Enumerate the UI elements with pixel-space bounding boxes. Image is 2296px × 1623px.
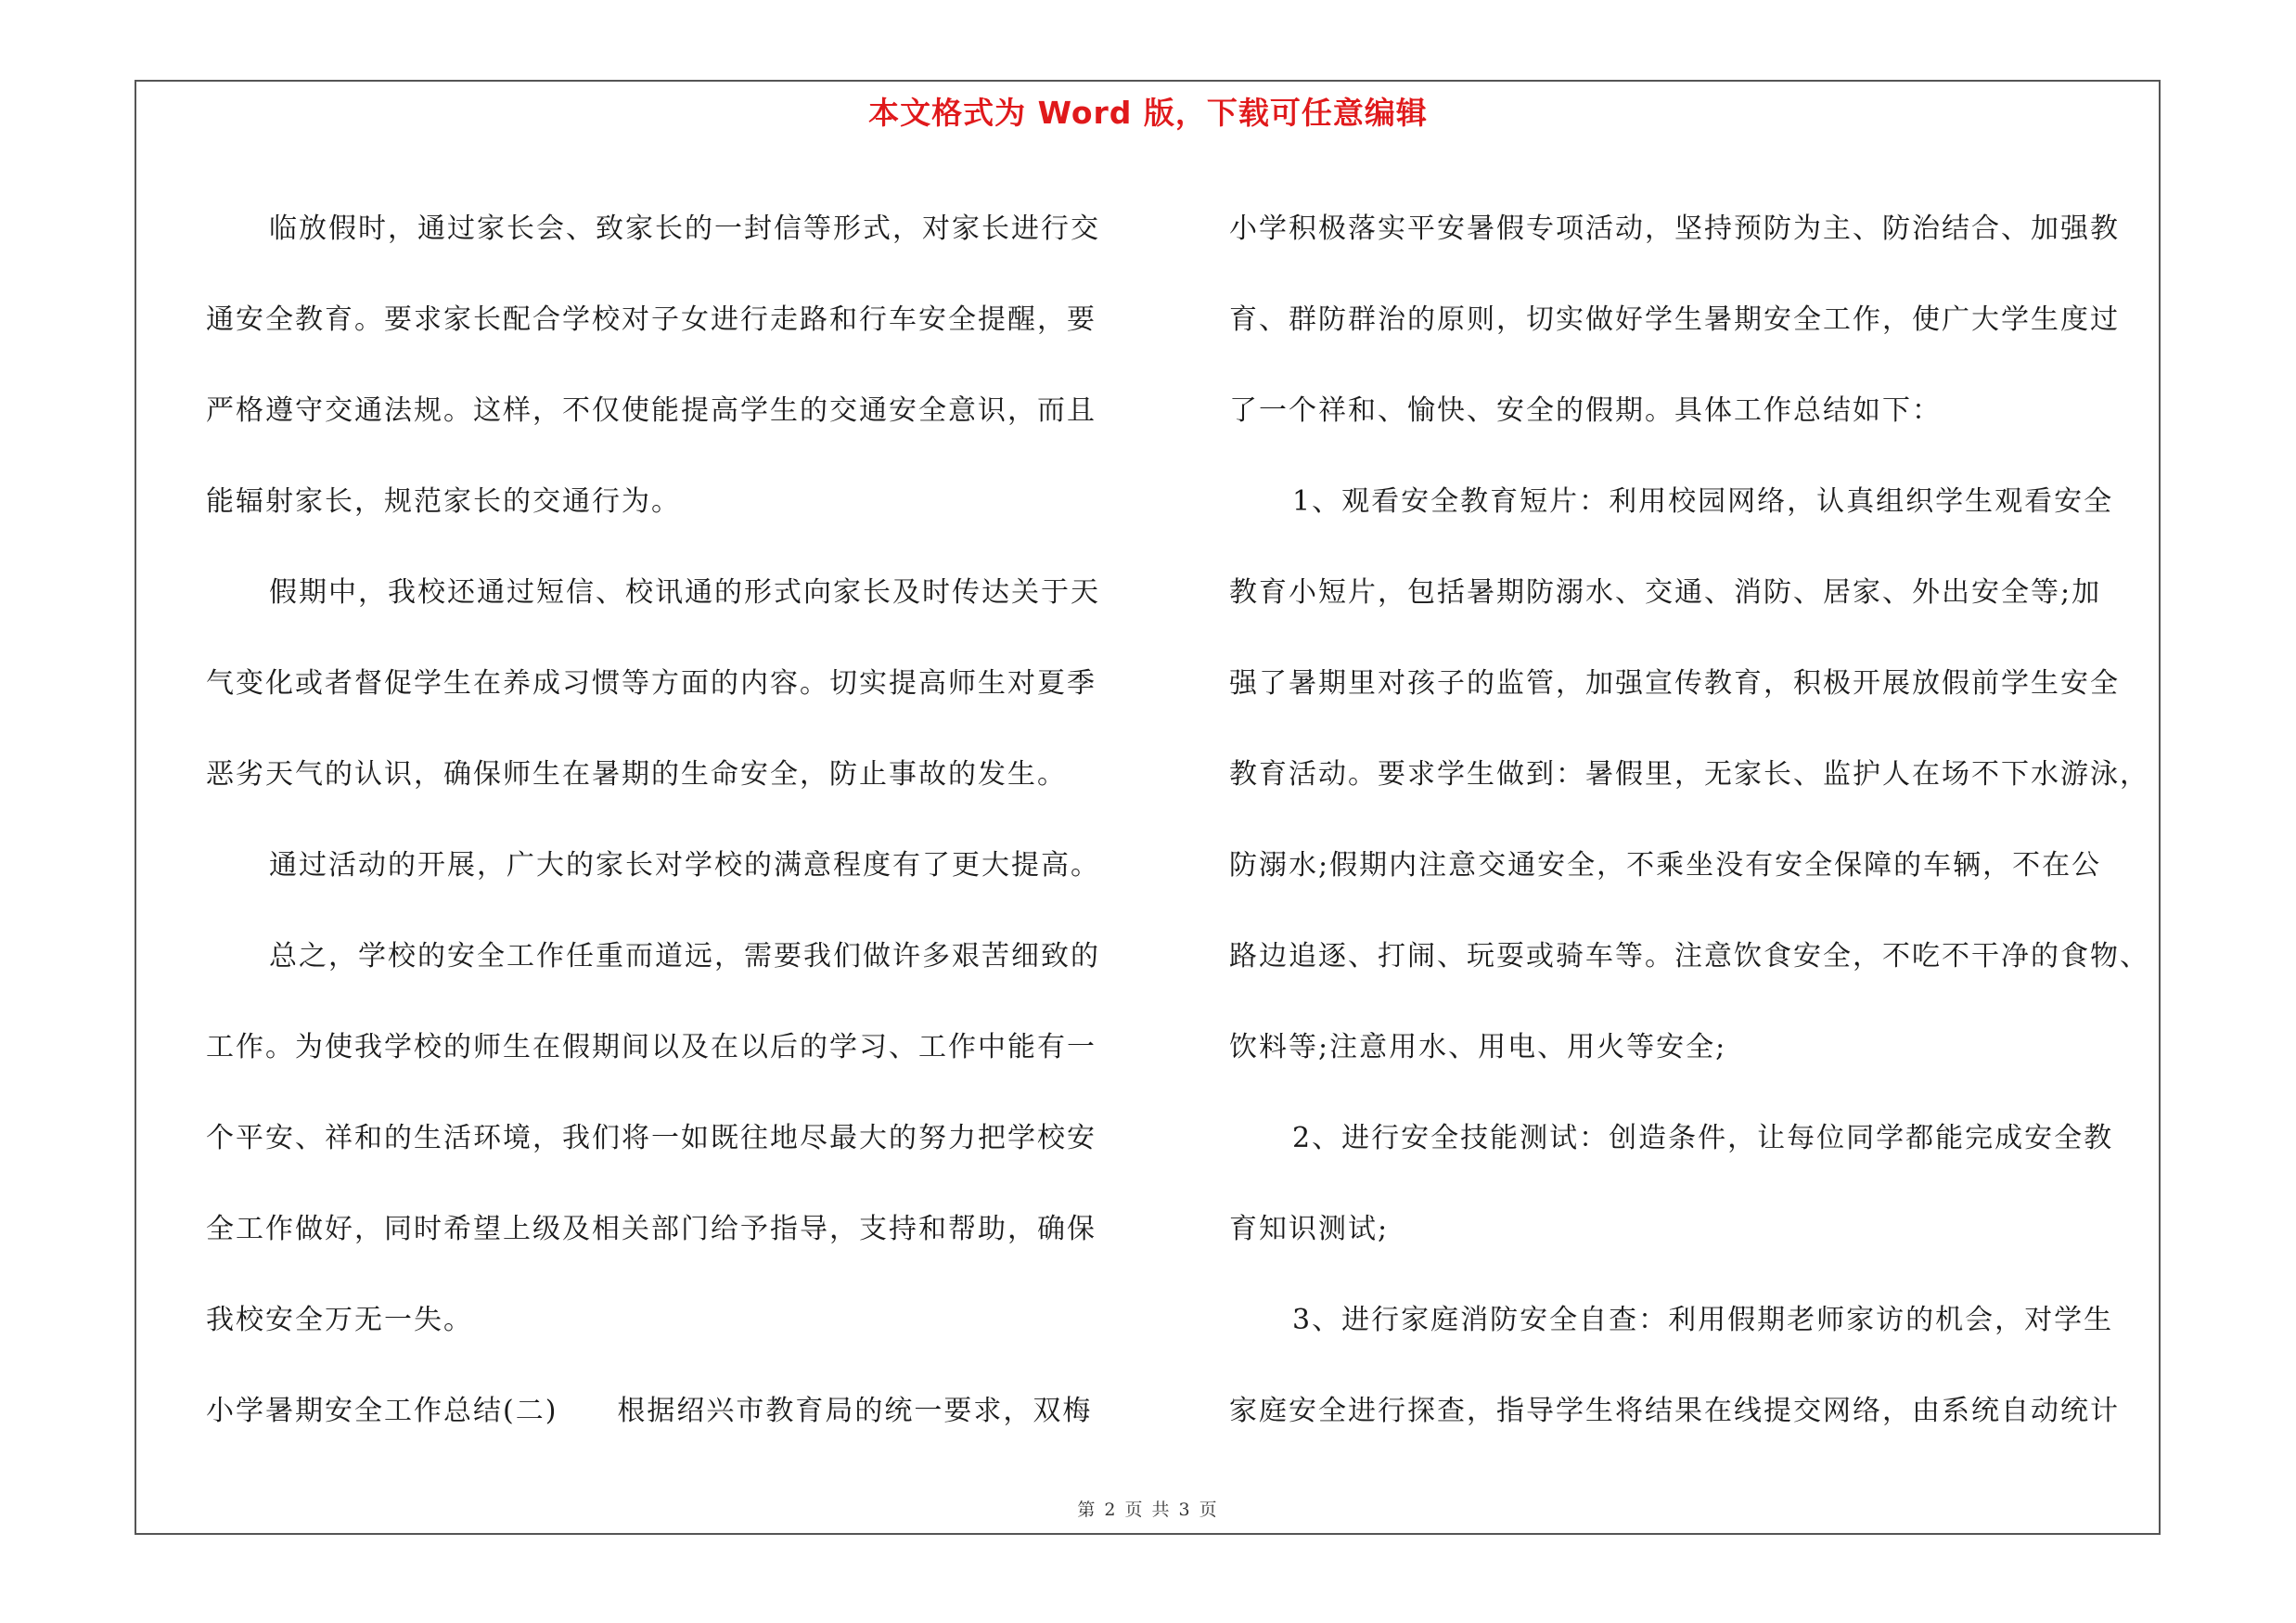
text-line: 路边追逐、打闹、玩耍或骑车等。注意饮食安全，不吃不干净的食物、 bbox=[1229, 940, 2149, 973]
right-text-column bbox=[1229, 184, 2159, 1457]
text-line: 全工作做好，同时希望上级及相关部门给予指导，支持和帮助，确保 bbox=[206, 1213, 1097, 1245]
text-line: 工作。为使我学校的师生在假期间以及在以后的学习、工作中能有一 bbox=[206, 1031, 1097, 1063]
text-line: 总之，学校的安全工作任重而道远，需要我们做许多艰苦细致的 bbox=[269, 940, 1100, 973]
text-line: 通过活动的开展，广大的家长对学校的满意程度有了更大提高。 bbox=[269, 849, 1100, 882]
text-line: 我校安全万无一失。 bbox=[206, 1304, 473, 1336]
text-line: 小学暑期安全工作总结(二) 根据绍兴市教育局的统一要求，双梅 bbox=[206, 1395, 1093, 1427]
text-line: 教育活动。要求学生做到：暑假里，无家长、监护人在场不下水游泳， bbox=[1229, 758, 2149, 791]
text-line: 了一个祥和、愉快、安全的假期。具体工作总结如下： bbox=[1229, 394, 1942, 427]
text-line: 育、群防群治的原则，切实做好学生暑期安全工作，使广大学生度过 bbox=[1229, 303, 2120, 336]
text-line: 3、进行家庭消防安全自查：利用假期老师家访的机会，对学生 bbox=[1292, 1304, 2114, 1336]
text-line: 恶劣天气的认识，确保师生在暑期的生命安全，防止事故的发生。 bbox=[206, 758, 1067, 791]
left-text-column bbox=[206, 184, 1134, 1457]
text-line: 临放假时，通过家长会、致家长的一封信等形式，对家长进行交 bbox=[269, 213, 1100, 245]
word-format-banner: 本文格式为 Word 版，下载可任意编辑 bbox=[868, 95, 1428, 131]
text-line: 小学积极落实平安暑假专项活动，坚持预防为主、防治结合、加强教 bbox=[1229, 213, 2120, 245]
text-line: 育知识测试; bbox=[1229, 1213, 1390, 1245]
text-line: 假期中，我校还通过短信、校讯通的形式向家长及时传达关于天 bbox=[269, 576, 1100, 609]
text-line: 教育小短片，包括暑期防溺水、交通、消防、居家、外出安全等;加 bbox=[1229, 576, 2102, 609]
text-line: 气变化或者督促学生在养成习惯等方面的内容。切实提高师生对夏季 bbox=[206, 667, 1097, 700]
text-line: 2、进行安全技能测试：创造条件，让每位同学都能完成安全教 bbox=[1292, 1122, 2114, 1154]
text-line: 防溺水;假期内注意交通安全，不乘坐没有安全保障的车辆，不在公 bbox=[1229, 849, 2102, 882]
page-number: 第 2 页 共 3 页 bbox=[1077, 1500, 1219, 1520]
text-line: 强了暑期里对孩子的监管，加强宣传教育，积极开展放假前学生安全 bbox=[1229, 667, 2120, 700]
text-line: 家庭安全进行探查，指导学生将结果在线提交网络，由系统自动统计 bbox=[1229, 1395, 2120, 1427]
text-line: 个平安、祥和的生活环境，我们将一如既往地尽最大的努力把学校安 bbox=[206, 1122, 1097, 1154]
text-line: 能辐射家长，规范家长的交通行为。 bbox=[206, 485, 681, 518]
text-line: 1、观看安全教育短片：利用校园网络，认真组织学生观看安全 bbox=[1292, 485, 2114, 518]
text-line: 通安全教育。要求家长配合学校对子女进行走路和行车安全提醒，要 bbox=[206, 303, 1097, 336]
text-line: 严格遵守交通法规。这样，不仅使能提高学生的交通安全意识，而且 bbox=[206, 394, 1097, 427]
text-line: 饮料等;注意用水、用电、用火等安全; bbox=[1229, 1031, 1727, 1063]
